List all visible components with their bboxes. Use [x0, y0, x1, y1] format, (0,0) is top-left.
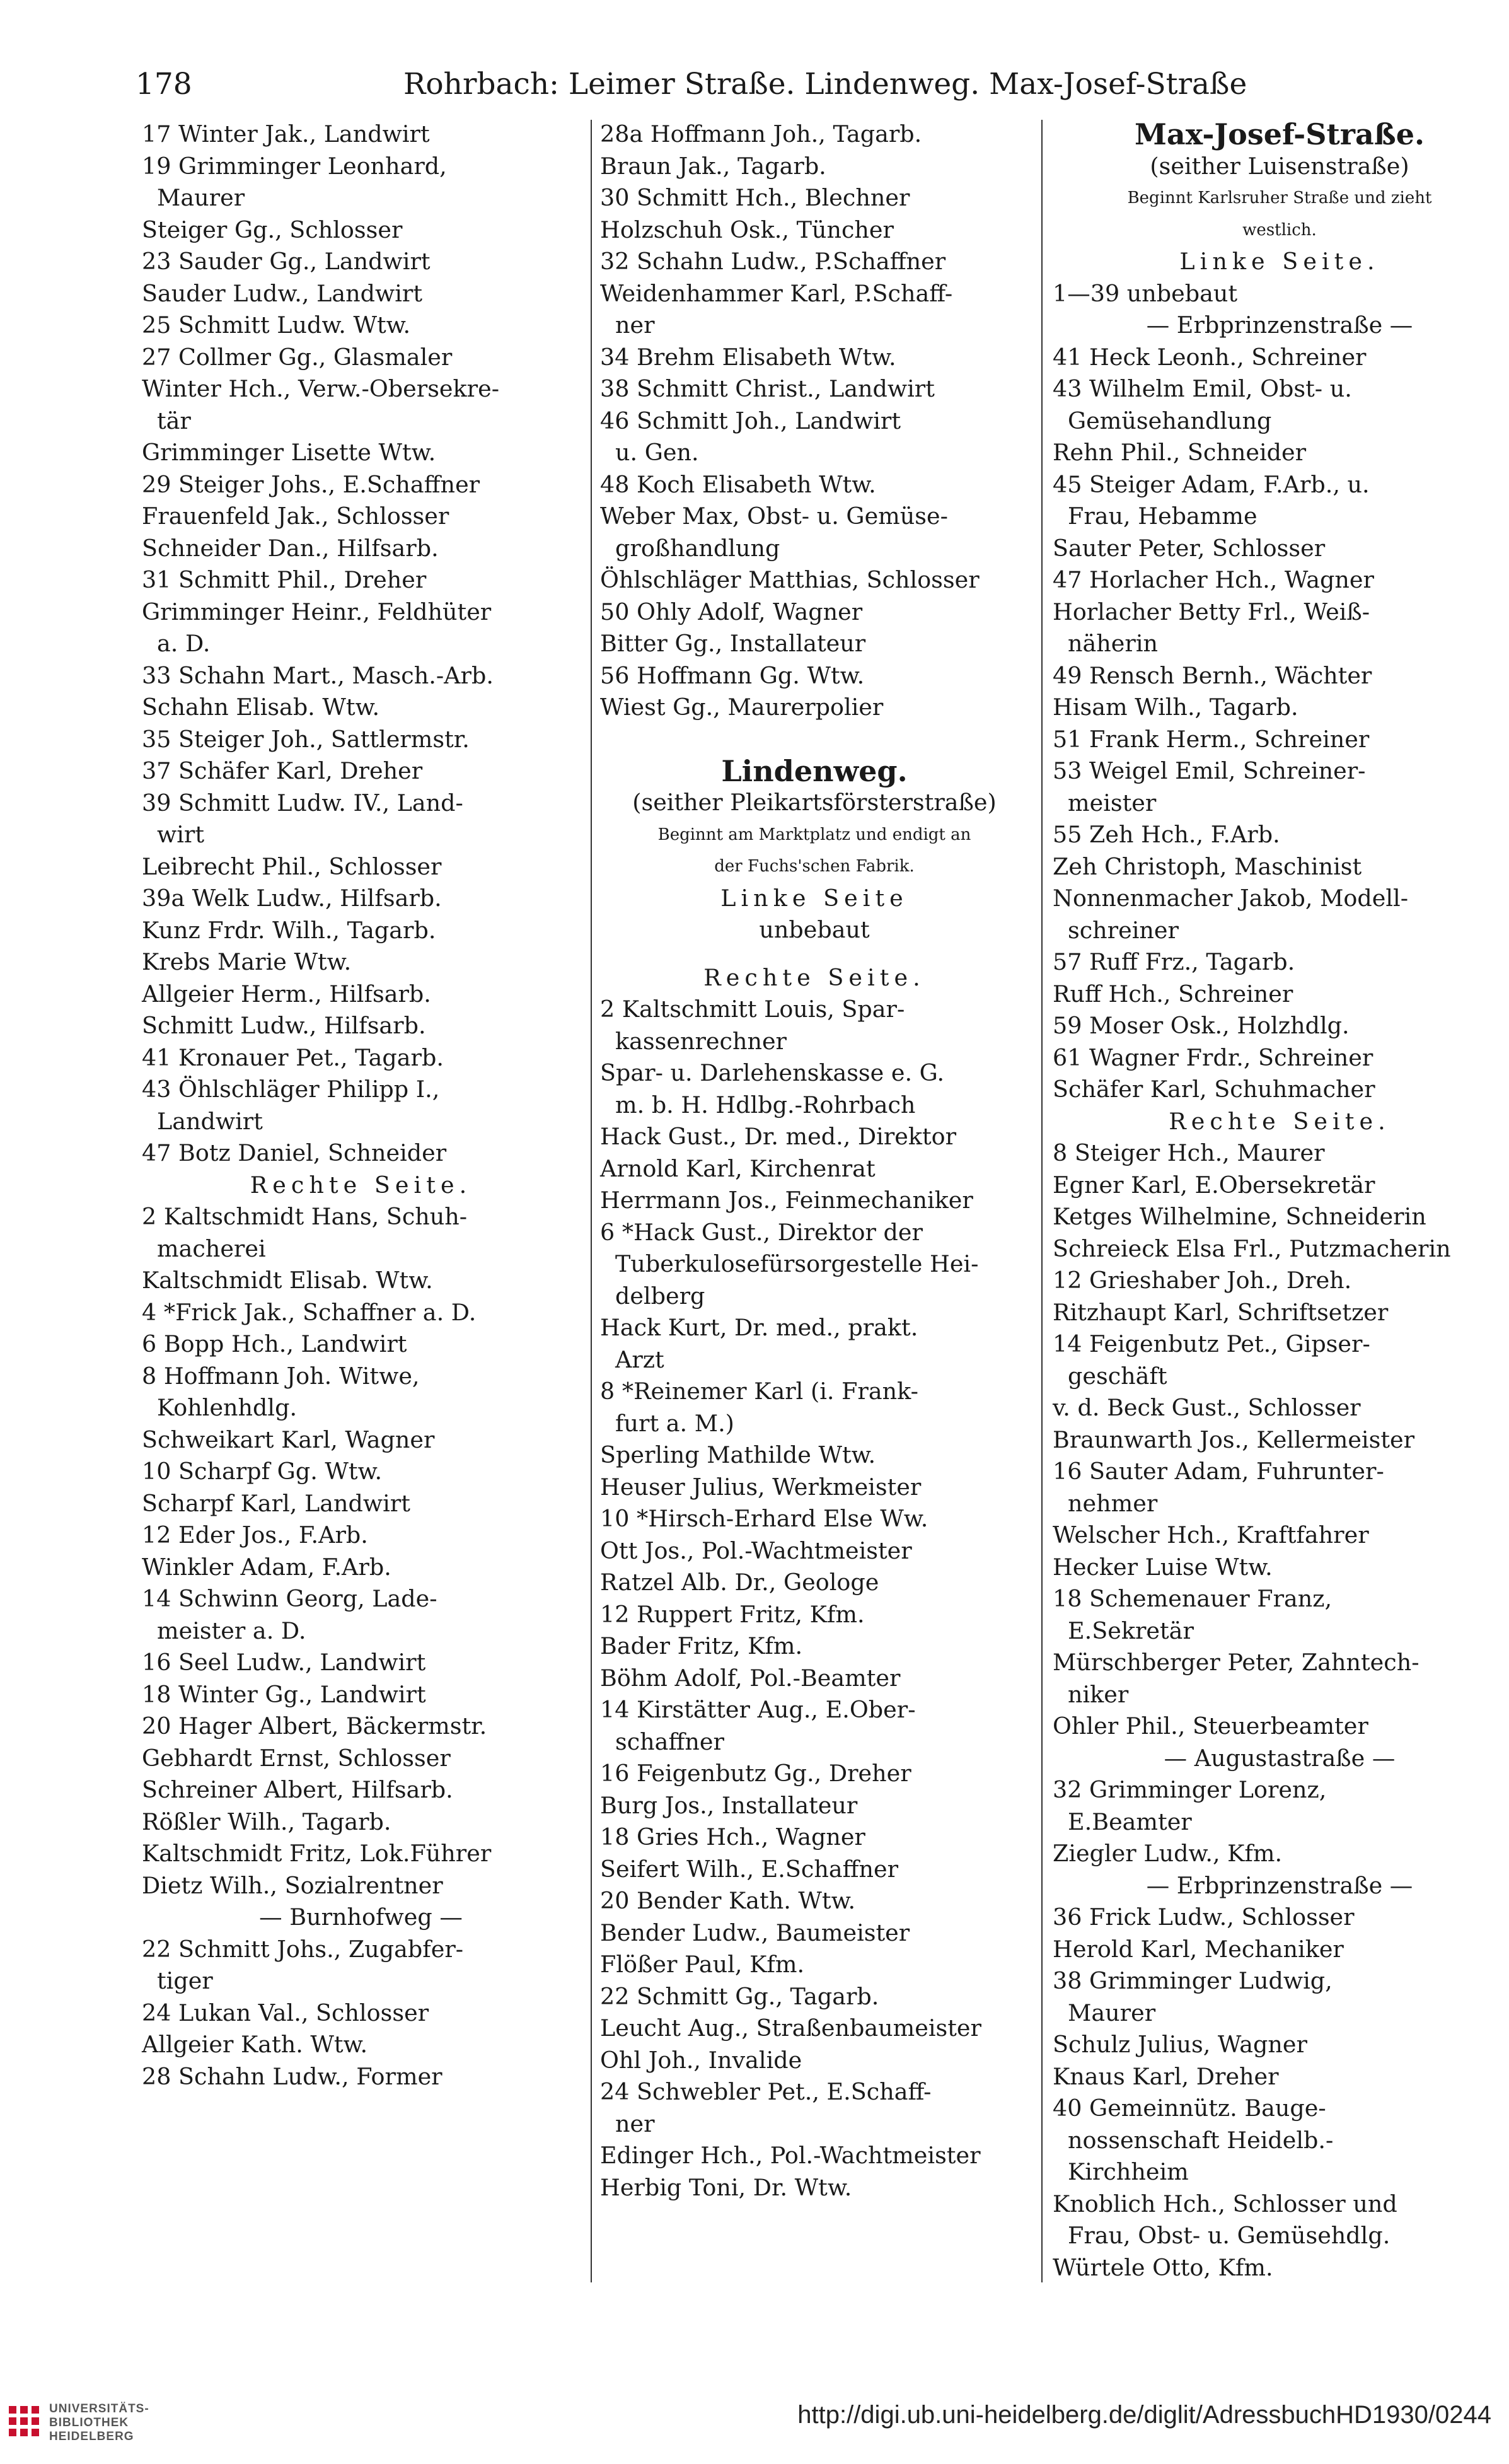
- directory-line: Arnold Karl, Kirchenrat: [600, 1154, 876, 1182]
- directory-line: Grimminger Heinr., Feldhüter: [142, 598, 492, 625]
- directory-line: Egner Karl, E.Obersekretär: [1053, 1171, 1375, 1199]
- directory-line: m. b. H. Hdlbg.-Rohrbach: [615, 1091, 916, 1119]
- directory-line: Schmitt Ludw., Hilfsarb.: [142, 1012, 426, 1039]
- side-heading: Linke Seite.: [1179, 248, 1380, 275]
- directory-line: 12 Eder Jos., F.Arb.: [142, 1521, 368, 1549]
- directory-line: u. Gen.: [615, 439, 699, 466]
- directory-line: — Burnhofweg —: [259, 1903, 463, 1931]
- directory-line: 32 Grimminger Lorenz,: [1053, 1776, 1327, 1803]
- directory-line: Leibrecht Phil., Schlosser: [142, 852, 442, 880]
- directory-line: 37 Schäfer Karl, Dreher: [142, 757, 423, 784]
- directory-line: Zeh Christoph, Maschinist: [1053, 852, 1362, 880]
- directory-line: delberg: [615, 1282, 705, 1310]
- directory-line: 25 Schmitt Ludw. Wtw.: [142, 311, 411, 339]
- side-heading: Rechte Seite.: [703, 963, 925, 991]
- directory-line: v. d. Beck Gust., Schlosser: [1053, 1394, 1361, 1421]
- directory-line: Grimminger Lisette Wtw.: [142, 439, 436, 466]
- directory-line: ner: [615, 2110, 655, 2137]
- directory-line: Sauder Ludw., Landwirt: [142, 279, 423, 307]
- directory-line: 55 Zeh Hch., F.Arb.: [1053, 821, 1280, 848]
- directory-line: Spar- u. Darlehenskasse e. G.: [600, 1059, 945, 1086]
- directory-line: wirt: [157, 821, 205, 848]
- directory-line: tiger: [157, 1967, 213, 1994]
- column-right: [1053, 119, 1506, 2284]
- directory-line: Sauter Peter, Schlosser: [1053, 534, 1326, 562]
- directory-line: Braunwarth Jos., Kellermeister: [1053, 1426, 1415, 1453]
- directory-line: unbebaut: [759, 916, 870, 943]
- directory-line: Kaltschmidt Fritz, Lok.Führer: [142, 1840, 492, 1867]
- directory-line: 29 Steiger Johs., E.Schaffner: [142, 470, 480, 498]
- directory-line: 41 Heck Leonh., Schreiner: [1053, 343, 1367, 371]
- directory-line: 20 Bender Kath. Wtw.: [600, 1887, 856, 1914]
- library-name-line: UNIVERSITÄTS-: [49, 2402, 149, 2415]
- directory-line: schreiner: [1068, 916, 1179, 944]
- directory-line: 23 Sauder Gg., Landwirt: [142, 248, 431, 275]
- directory-line: 16 Feigenbutz Gg., Dreher: [600, 1760, 911, 1787]
- directory-line: 39 Schmitt Ludw. IV., Land-: [142, 789, 463, 816]
- directory-line: Schäfer Karl, Schuhmacher: [1053, 1076, 1375, 1103]
- library-name-line: BIBLIOTHEK: [49, 2416, 129, 2429]
- side-heading: Linke Seite: [720, 884, 908, 912]
- directory-line: niker: [1068, 1680, 1129, 1708]
- directory-line: Winter Hch., Verw.-Obersekre-: [142, 375, 500, 402]
- column-rule-left: [591, 120, 592, 2282]
- directory-line: großhandlung: [615, 534, 780, 562]
- directory-line: 8 *Reinemer Karl (i. Frank-: [600, 1378, 918, 1405]
- directory-line: 43 Öhlschläger Philipp I.,: [142, 1076, 440, 1103]
- directory-line: Frauenfeld Jak., Schlosser: [142, 503, 449, 530]
- directory-line: 38 Schmitt Christ., Landwirt: [600, 375, 935, 402]
- directory-line: Schahn Elisab. Wtw.: [142, 694, 380, 721]
- directory-line: Knaus Karl, Dreher: [1053, 2062, 1279, 2090]
- directory-line: 16 Sauter Adam, Fuhrunter-: [1053, 1458, 1384, 1485]
- directory-line: Allgeier Herm., Hilfsarb.: [142, 980, 431, 1008]
- directory-line: — Erbprinzenstraße —: [1146, 311, 1413, 339]
- directory-line: Weber Max, Obst- u. Gemüse-: [600, 503, 948, 530]
- directory-line: meister: [1068, 789, 1157, 816]
- directory-line: Welscher Hch., Kraftfahrer: [1053, 1521, 1369, 1549]
- directory-line: 14 Schwinn Georg, Lade-: [142, 1585, 437, 1612]
- directory-line: — Augustastraße —: [1164, 1744, 1396, 1772]
- directory-line: Schweikart Karl, Wagner: [142, 1426, 435, 1453]
- directory-line: Burg Jos., Installateur: [600, 1791, 858, 1819]
- directory-line: Ruff Hch., Schreiner: [1053, 980, 1293, 1008]
- directory-line: Weidenhammer Karl, P.Schaff-: [600, 279, 953, 307]
- directory-line: Herbig Toni, Dr. Wtw.: [600, 2173, 852, 2201]
- directory-line: 27 Collmer Gg., Glasmaler: [142, 343, 453, 371]
- directory-line: der Fuchs'schen Fabrik.: [714, 857, 915, 876]
- directory-line: Sperling Mathilde Wtw.: [600, 1441, 876, 1468]
- directory-line: 6 Bopp Hch., Landwirt: [142, 1330, 407, 1357]
- directory-line: Kaltschmidt Elisab. Wtw.: [142, 1267, 433, 1294]
- directory-line: 49 Rensch Bernh., Wächter: [1053, 661, 1372, 689]
- directory-line: Braun Jak., Tagarb.: [600, 152, 826, 180]
- directory-line: Rehn Phil., Schneider: [1053, 439, 1307, 466]
- directory-line: Hack Gust., Dr. med., Direktor: [600, 1123, 957, 1150]
- directory-line: geschäft: [1068, 1362, 1167, 1390]
- directory-line: nossenschaft Heidelb.-: [1068, 2126, 1334, 2154]
- directory-line: a. D.: [157, 630, 211, 657]
- directory-line: 59 Moser Osk., Holzhdlg.: [1053, 1012, 1350, 1039]
- directory-line: Horlacher Betty Frl., Weiß-: [1053, 598, 1370, 625]
- directory-line: kassenrechner: [615, 1027, 787, 1055]
- directory-line: 30 Schmitt Hch., Blechner: [600, 184, 910, 211]
- directory-line: Böhm Adolf, Pol.-Beamter: [600, 1664, 901, 1692]
- directory-line: Ott Jos., Pol.-Wachtmeister: [600, 1537, 912, 1564]
- directory-line: 32 Schahn Ludw., P.Schaffner: [600, 248, 946, 275]
- directory-line: 1—39 unbebaut: [1053, 279, 1238, 307]
- directory-line: Scharpf Karl, Landwirt: [142, 1489, 410, 1517]
- directory-line: 18 Winter Gg., Landwirt: [142, 1680, 426, 1708]
- directory-line: [600, 724, 1029, 740]
- directory-line: 47 Horlacher Hch., Wagner: [1053, 566, 1374, 593]
- directory-line: 17 Winter Jak., Landwirt: [142, 120, 430, 148]
- directory-line: Öhlschläger Matthias, Schlosser: [600, 566, 980, 593]
- directory-line: (seither Luisenstraße): [1150, 152, 1409, 180]
- directory-line: 35 Steiger Joh., Sattlermstr.: [142, 725, 470, 753]
- directory-line: Gemüsehandlung: [1068, 407, 1272, 434]
- directory-line: Ohl Joh., Invalide: [600, 2046, 802, 2074]
- directory-line: 22 Schmitt Johs., Zugabfer-: [142, 1935, 464, 1963]
- directory-line: 10 Scharpf Gg. Wtw.: [142, 1458, 383, 1485]
- directory-line: 34 Brehm Elisabeth Wtw.: [600, 343, 896, 371]
- directory-line: Kohlenhdlg.: [157, 1394, 298, 1421]
- page-header: [136, 62, 1390, 112]
- directory-line: 22 Schmitt Gg., Tagarb.: [600, 1982, 879, 2010]
- directory-line: Hisam Wilh., Tagarb.: [1053, 694, 1298, 721]
- directory-line: Krebs Marie Wtw.: [142, 948, 352, 975]
- directory-line: Ziegler Ludw., Kfm.: [1053, 1840, 1283, 1867]
- directory-line: Herold Karl, Mechaniker: [1053, 1935, 1344, 1963]
- directory-line: Rößler Wilh., Tagarb.: [142, 1808, 391, 1835]
- directory-line: Knoblich Hch., Schlosser und: [1053, 2190, 1397, 2217]
- street-heading: Lindenweg.: [721, 753, 908, 788]
- directory-line: 36 Frick Ludw., Schlosser: [1053, 1903, 1355, 1931]
- directory-line: E.Beamter: [1068, 1808, 1192, 1835]
- directory-line: 43 Wilhelm Emil, Obst- u.: [1053, 375, 1352, 402]
- directory-line: Nonnenmacher Jakob, Modell-: [1053, 885, 1409, 912]
- directory-line: 12 Grieshaber Joh., Dreh.: [1053, 1267, 1352, 1294]
- directory-line: 33 Schahn Mart., Masch.-Arb.: [142, 661, 494, 689]
- directory-line: 2 Kaltschmidt Hans, Schuh-: [142, 1203, 468, 1230]
- directory-line: 38 Grimminger Ludwig,: [1053, 1967, 1333, 1994]
- directory-line: Leucht Aug., Straßenbaumeister: [600, 2014, 981, 2042]
- directory-line: 8 Hoffmann Joh. Witwe,: [142, 1362, 420, 1390]
- directory-line: 46 Schmitt Joh., Landwirt: [600, 407, 901, 434]
- directory-line: 51 Frank Herm., Schreiner: [1053, 725, 1370, 753]
- directory-line: Seifert Wilh., E.Schaffner: [600, 1855, 899, 1883]
- directory-line: Holzschuh Osk., Tüncher: [600, 216, 894, 243]
- directory-line: 6 *Hack Gust., Direktor der: [600, 1218, 923, 1246]
- column-rule-right: [1041, 120, 1043, 2282]
- directory-line: 47 Botz Daniel, Schneider: [142, 1139, 447, 1166]
- side-heading: Rechte Seite.: [1169, 1107, 1390, 1135]
- directory-line: 40 Gemeinnütz. Bauge-: [1053, 2095, 1326, 2122]
- directory-line: Schreiner Albert, Hilfsarb.: [142, 1776, 453, 1803]
- running-title: Rohrbach: Leimer Straße. Lindenweg. Max-Josef-Straße: [403, 67, 1247, 102]
- directory-line: näherin: [1068, 630, 1159, 657]
- directory-line: 4 *Frick Jak., Schaffner a. D.: [142, 1298, 477, 1326]
- directory-line: Frau, Hebamme: [1068, 503, 1258, 530]
- directory-line: Schreieck Elsa Frl., Putzmacherin: [1053, 1235, 1451, 1262]
- directory-line: Beginnt am Marktplatz und endigt an: [657, 825, 971, 844]
- directory-line: Heuser Julius, Werkmeister: [600, 1473, 922, 1501]
- directory-line: Steiger Gg., Schlosser: [142, 216, 403, 243]
- directory-line: macherei: [157, 1235, 266, 1262]
- directory-line: Edinger Hch., Pol.-Wachtmeister: [600, 2142, 981, 2169]
- directory-line: Tuberkulosefürsorgestelle Hei-: [615, 1250, 979, 1277]
- directory-line: [600, 740, 1029, 755]
- directory-line: Allgeier Kath. Wtw.: [142, 2031, 368, 2058]
- library-name-line: HEIDELBERG: [49, 2430, 134, 2443]
- directory-line: 48 Koch Elisabeth Wtw.: [600, 470, 876, 498]
- directory-line: 45 Steiger Adam, F.Arb., u.: [1053, 470, 1370, 498]
- directory-line: 18 Gries Hch., Wagner: [600, 1823, 865, 1851]
- directory-line: E.Sekretär: [1068, 1617, 1194, 1644]
- directory-line: Bender Ludw., Baumeister: [600, 1919, 910, 1946]
- directory-line: Schulz Julius, Wagner: [1053, 2031, 1307, 2058]
- directory-line: Mürschberger Peter, Zahntech-: [1053, 1649, 1419, 1676]
- directory-line: 28a Hoffmann Joh., Tagarb.: [600, 120, 922, 148]
- directory-line: 18 Schemenauer Franz,: [1053, 1585, 1333, 1612]
- directory-line: tär: [157, 407, 191, 434]
- directory-line: 53 Weigel Emil, Schreiner-: [1053, 757, 1366, 784]
- directory-line: Ohler Phil., Steuerbeamter: [1053, 1712, 1368, 1740]
- directory-line: — Erbprinzenstraße —: [1146, 1871, 1413, 1899]
- side-heading: Rechte Seite.: [250, 1171, 472, 1199]
- directory-line: (seither Pleikartsförsterstraße): [632, 789, 997, 816]
- library-logo-icon: [6, 2403, 42, 2439]
- directory-line: Arzt: [615, 1345, 664, 1373]
- directory-line: Beginnt Karlsruher Straße und zieht: [1127, 189, 1432, 207]
- directory-line: Bitter Gg., Installateur: [600, 630, 866, 657]
- directory-line: schaffner: [615, 1728, 724, 1755]
- directory-line: Landwirt: [157, 1107, 263, 1135]
- directory-line: Frau, Obst- u. Gemüsehdlg.: [1068, 2222, 1390, 2249]
- directory-line: Ratzel Alb. Dr., Geologe: [600, 1569, 879, 1596]
- directory-line: westlich.: [1242, 220, 1317, 240]
- directory-line: 39a Welk Ludw., Hilfsarb.: [142, 885, 442, 912]
- directory-line: [600, 946, 1029, 962]
- directory-line: 2 Kaltschmitt Louis, Spar-: [600, 996, 905, 1023]
- directory-line: Schneider Dan., Hilfsarb.: [142, 534, 439, 562]
- directory-line: Kunz Frdr. Wilh., Tagarb.: [142, 916, 436, 944]
- directory-line: 24 Lukan Val., Schlosser: [142, 1999, 429, 2026]
- directory-line: 24 Schwebler Pet., E.Schaff-: [600, 2078, 932, 2105]
- directory-line: Würtele Otto, Kfm.: [1053, 2253, 1273, 2281]
- directory-line: Herrmann Jos., Feinmechaniker: [600, 1187, 973, 1214]
- directory-line: Ketges Wilhelmine, Schneiderin: [1053, 1203, 1426, 1230]
- directory-line: 20 Hager Albert, Bäckermstr.: [142, 1712, 487, 1740]
- directory-line: 16 Seel Ludw., Landwirt: [142, 1649, 426, 1676]
- directory-line: Maurer: [1068, 1999, 1156, 2026]
- directory-line: Ritzhaupt Karl, Schriftsetzer: [1053, 1298, 1389, 1326]
- directory-line: Hecker Luise Wtw.: [1053, 1553, 1273, 1581]
- directory-line: 61 Wagner Frdr., Schreiner: [1053, 1043, 1373, 1071]
- directory-line: Bader Fritz, Kfm.: [600, 1632, 803, 1659]
- directory-line: 41 Kronauer Pet., Tagarb.: [142, 1043, 444, 1071]
- column-left: [142, 119, 580, 2093]
- page-number: 178: [136, 67, 192, 102]
- directory-line: meister a. D.: [157, 1617, 306, 1644]
- directory-line: 10 *Hirsch-Erhard Else Ww.: [600, 1505, 928, 1532]
- directory-line: ner: [615, 311, 655, 339]
- directory-line: 19 Grimminger Leonhard,: [142, 152, 447, 180]
- directory-line: 28 Schahn Ludw., Former: [142, 2062, 442, 2090]
- directory-line: 31 Schmitt Phil., Dreher: [142, 566, 427, 593]
- directory-line: 56 Hoffmann Gg. Wtw.: [600, 661, 865, 689]
- directory-line: 14 Kirstätter Aug., E.Ober-: [600, 1696, 916, 1723]
- directory-line: Gebhardt Ernst, Schlosser: [142, 1744, 451, 1772]
- directory-line: Hack Kurt, Dr. med., prakt.: [600, 1314, 918, 1341]
- directory-line: 12 Ruppert Fritz, Kfm.: [600, 1600, 865, 1628]
- footer: [0, 2396, 1509, 2464]
- street-heading: Max-Josef-Straße.: [1134, 117, 1425, 151]
- directory-line: Maurer: [157, 184, 245, 211]
- library-name: [49, 2402, 149, 2444]
- directory-line: 50 Ohly Adolf, Wagner: [600, 598, 863, 625]
- directory-line: furt a. M.): [615, 1409, 734, 1437]
- directory-line: 8 Steiger Hch., Maurer: [1053, 1139, 1325, 1166]
- directory-line: Wiest Gg., Maurerpolier: [600, 694, 884, 721]
- source-url-link[interactable]: http://digi.ub.uni-heidelberg.de/diglit/AdressbuchHD1930/0244: [797, 2401, 1491, 2429]
- directory-line: Kirchheim: [1068, 2158, 1189, 2185]
- directory-line: nehmer: [1068, 1489, 1158, 1517]
- directory-line: Dietz Wilh., Sozialrentner: [142, 1871, 443, 1899]
- directory-line: Winkler Adam, F.Arb.: [142, 1553, 391, 1581]
- directory-line: Flößer Paul, Kfm.: [600, 1951, 805, 1978]
- column-middle: [600, 119, 1029, 2204]
- directory-line: 14 Feigenbutz Pet., Gipser-: [1053, 1330, 1370, 1357]
- directory-line: 57 Ruff Frz., Tagarb.: [1053, 948, 1295, 975]
